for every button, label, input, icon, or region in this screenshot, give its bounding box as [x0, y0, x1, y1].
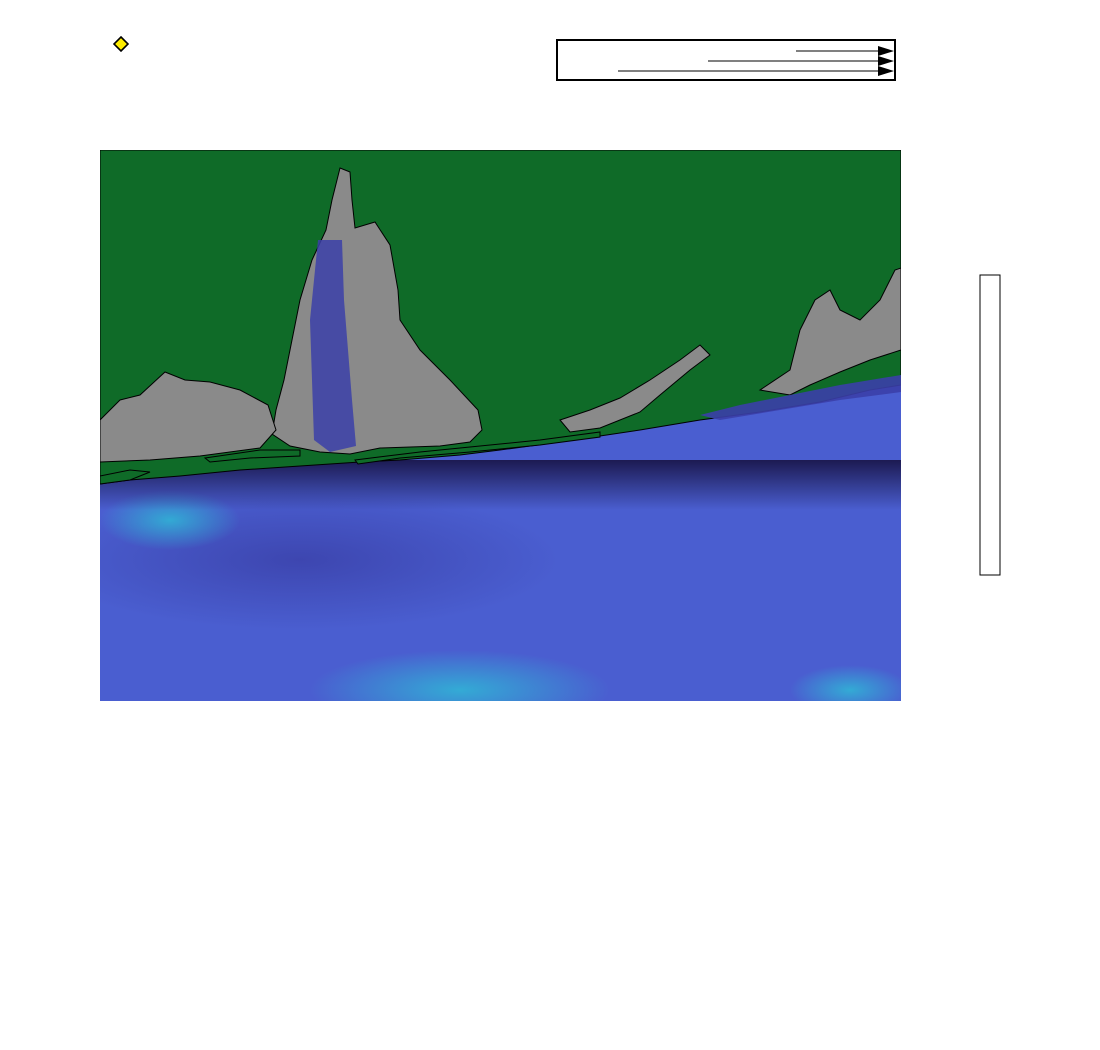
water-speed-patch: [790, 665, 910, 715]
speed-colorbar: [970, 265, 1040, 585]
colorbar-gradient: [980, 275, 1000, 575]
water-speed-patch: [310, 650, 610, 730]
map-area: [40, 150, 910, 730]
